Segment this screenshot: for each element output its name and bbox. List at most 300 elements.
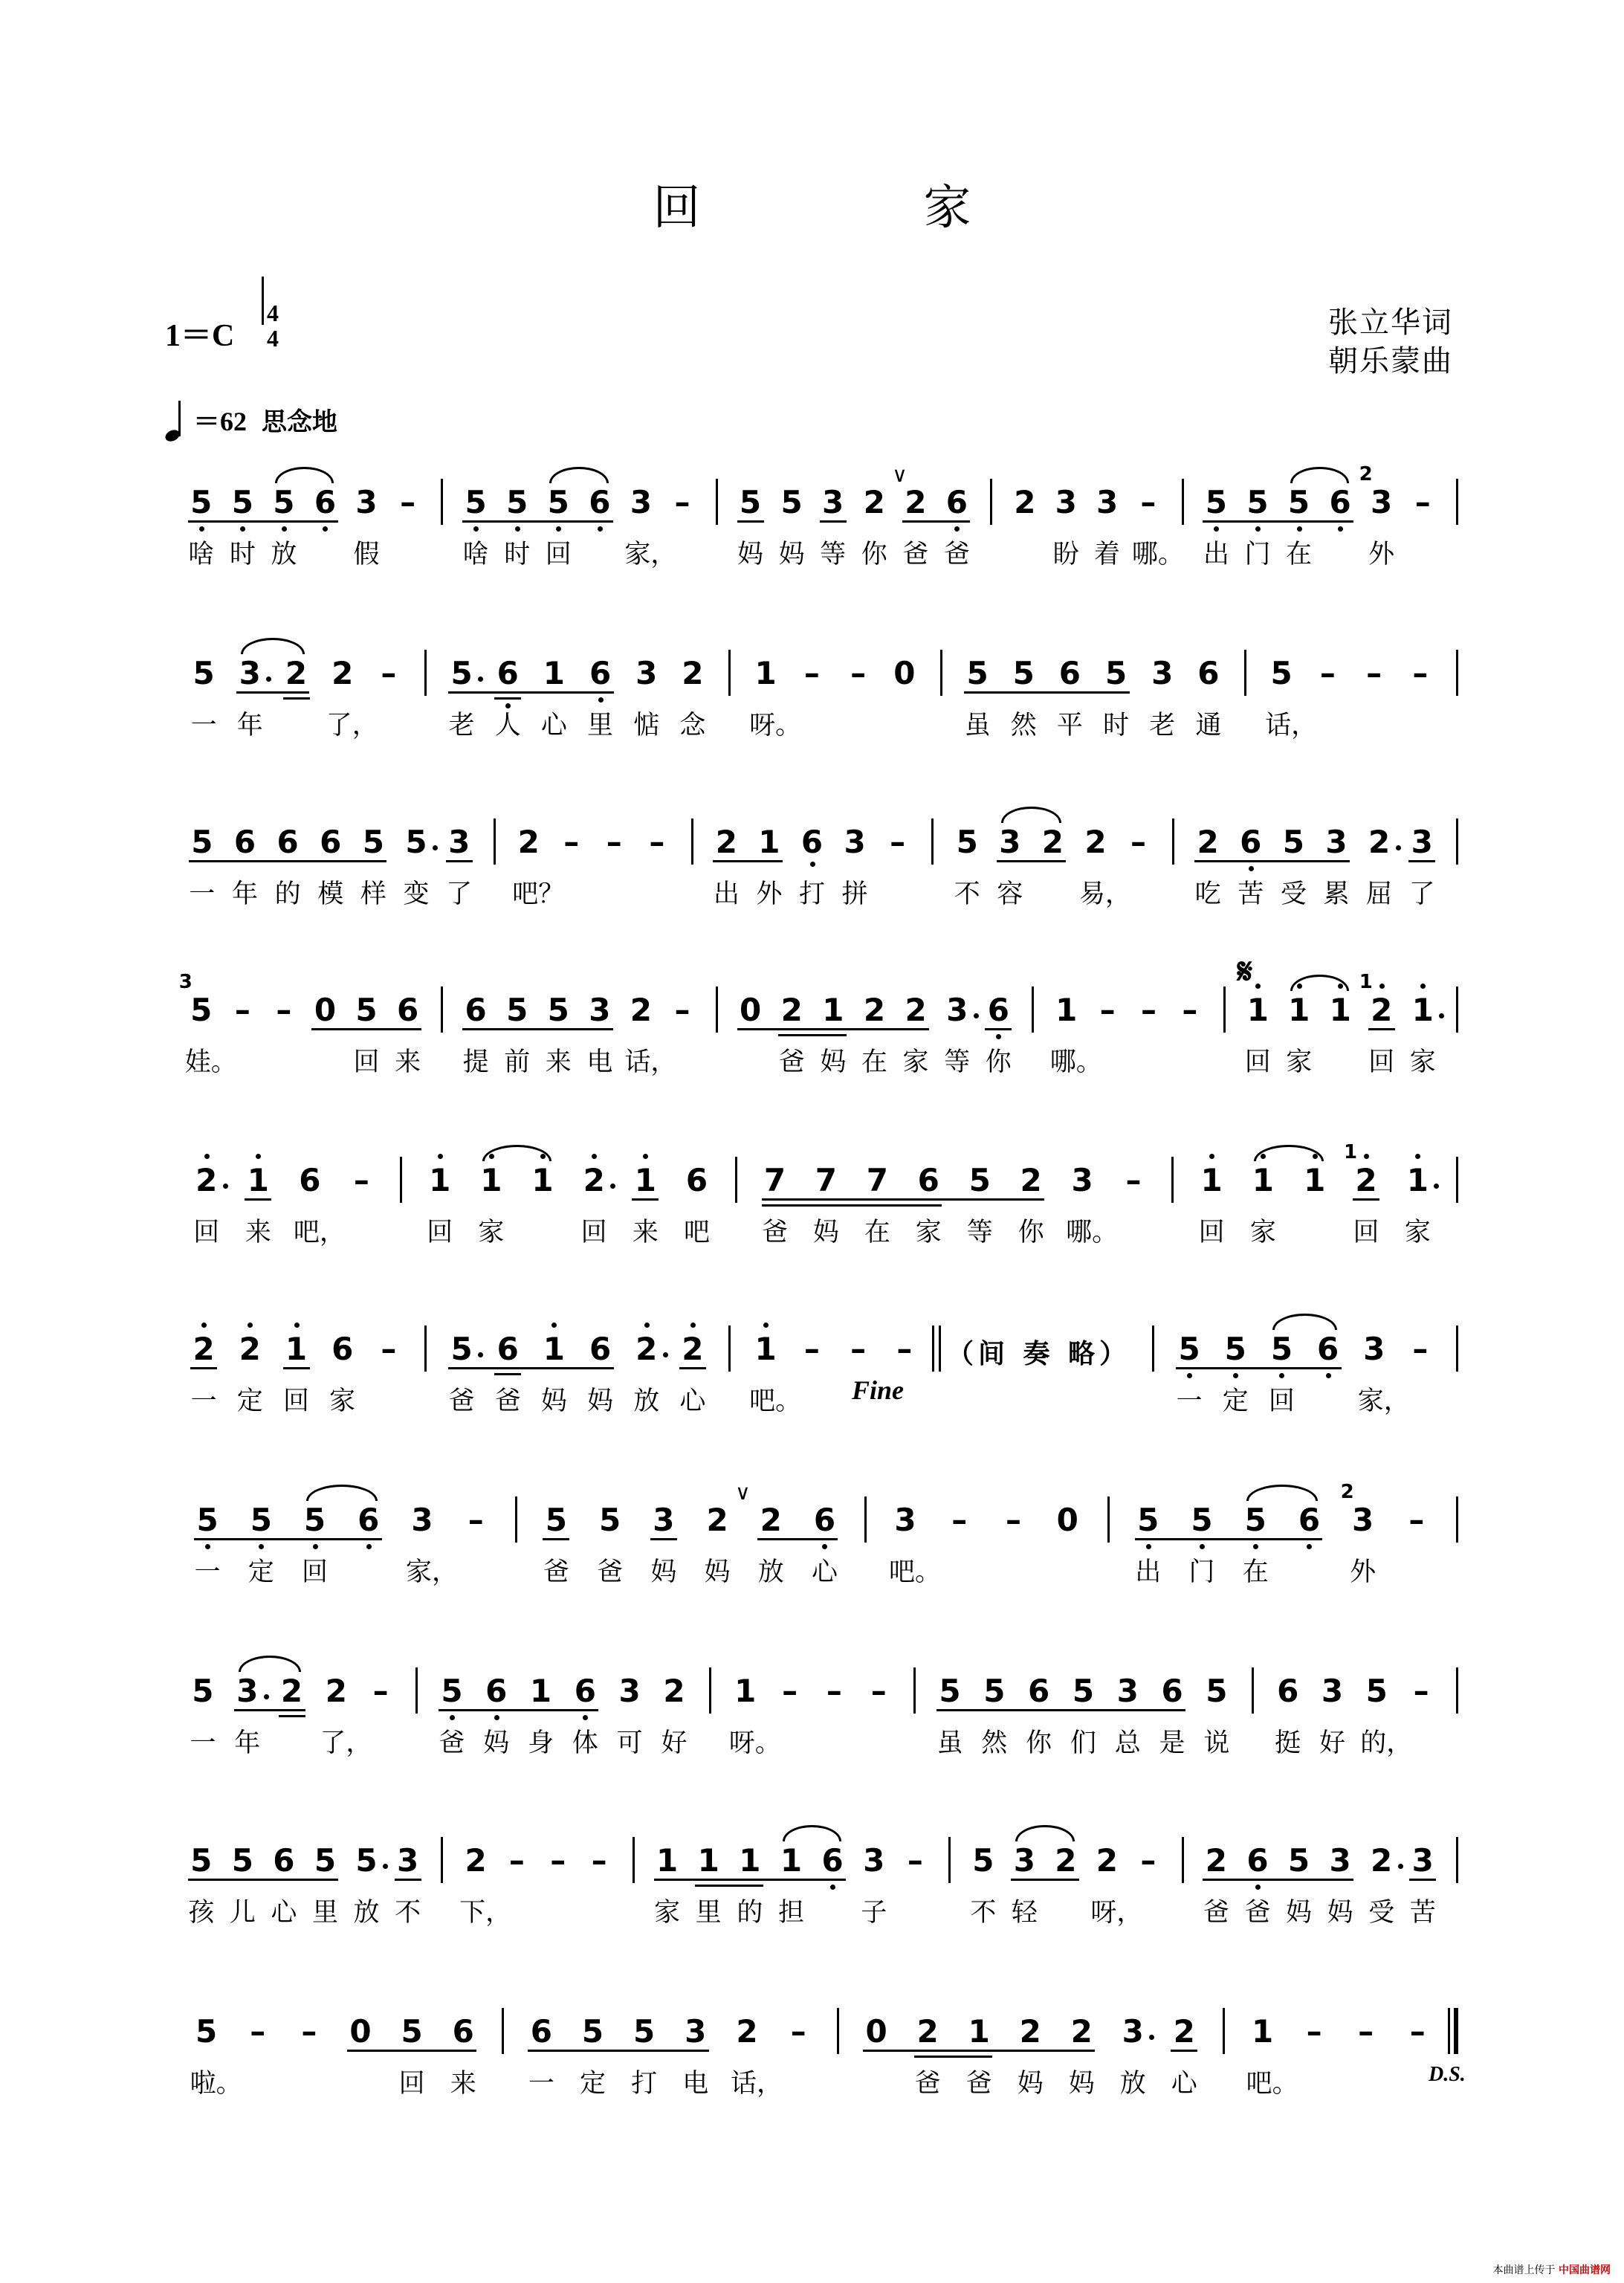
underline [1353,1198,1379,1201]
note: 6 [358,1502,380,1538]
note: 0 [314,992,337,1028]
lyric: 妈 [737,540,764,569]
dash: – [649,824,665,860]
note: 7 [866,1162,888,1198]
barline [837,2008,839,2054]
barline [1032,986,1034,1033]
dash: – [890,824,906,860]
underline [245,1198,271,1201]
tie-slur [1001,807,1062,823]
lyric: 定 [236,1386,263,1416]
barline [424,1325,427,1372]
dash: – [353,1162,369,1198]
note: 5 [405,824,427,860]
barline [1456,479,1458,525]
grace-note: 2 [1359,463,1373,485]
note: 0 [1056,1502,1078,1538]
note: 2 [280,1673,303,1709]
underline [936,1709,1185,1711]
lyric: 回 [302,1557,329,1587]
barline [424,650,427,696]
breath-mark: ∨ [892,462,908,487]
note: 3 [1371,484,1393,520]
note: 5 [956,824,978,860]
dash: – [1140,1842,1156,1879]
note: 5 [190,992,213,1028]
note: 2 [916,2013,939,2050]
note: 1 [968,2013,990,2050]
note: 3 [653,1502,675,1538]
underline [1194,860,1350,862]
lyric: 一 [190,1386,217,1416]
note: 6 [1058,655,1081,691]
underline [528,2050,708,2052]
note: 6 [945,484,968,520]
dash: – [468,1502,484,1538]
note: 2 [1371,992,1393,1028]
low-octave-dot [282,526,287,532]
underline [650,1538,677,1540]
underline [1409,1879,1436,1881]
score-system [0,1331,1624,1461]
note: 5 [547,992,569,1028]
note: 3 [1071,1162,1093,1198]
lyric: 回 [427,1218,453,1247]
lyric: 回 [545,540,572,569]
high-octave-dot [592,1154,597,1159]
augmentation-dot [478,1352,483,1357]
high-octave-dot [294,1323,300,1328]
lyric: 家 [1249,1218,1276,1247]
underline [462,520,613,523]
note: 2 [193,1331,215,1367]
lyric: 啥 [188,540,215,569]
dash: – [1319,655,1336,691]
note: 1 [822,992,844,1028]
lyric: 家， [1357,1386,1410,1416]
note: 2 [1355,1162,1377,1198]
high-octave-dot [1255,984,1261,989]
note: 5 [191,824,213,860]
underline [737,520,764,523]
dash: – [1182,992,1198,1028]
note: 6 [331,1331,354,1367]
low-octave-dot [1233,1373,1238,1378]
lyric: 回 [1198,1218,1225,1247]
note: 5 [190,1842,213,1879]
underline [236,691,309,694]
underline [902,520,971,523]
underline [494,697,521,700]
tie-slur [482,1145,551,1161]
underline [997,860,1067,862]
underline [279,1715,305,1717]
note: 5 [401,2013,423,2050]
lyric: 回 [193,1218,220,1247]
note: 6 [485,1673,508,1709]
lyric: 容 [997,879,1023,909]
lyric: 回 [282,1386,309,1416]
barline [864,1496,867,1543]
lyric: 家 [654,1898,681,1928]
lyric: 一 [190,711,217,740]
low-octave-dot [313,1544,318,1549]
lyric: 家 [902,1047,929,1077]
dash: – [907,1842,923,1879]
dash: – [1413,1673,1429,1709]
dash: – [1006,1502,1022,1538]
lyric: 外 [756,879,783,909]
augmentation-dot [663,1352,668,1357]
lyric: 担 [778,1898,805,1928]
underline [985,1028,1012,1030]
note: 5 [1246,484,1269,520]
lyric: 体 [572,1728,598,1758]
barline [441,1837,443,1883]
lyric: 可 [616,1728,643,1758]
lyric: 等 [820,540,847,569]
dash: – [1099,992,1116,1028]
grace-note: 1 [1359,971,1373,993]
note: 2 [706,1502,728,1538]
barline [1252,1667,1254,1714]
lyric: 吧？ [512,879,565,909]
note: 1 [543,1331,565,1367]
note: 2 [1055,1842,1077,1879]
dash: – [850,655,867,691]
lyric: 家， [624,540,677,569]
note: 5 [273,484,295,520]
lyric: 样 [360,879,386,909]
lyric: 回 [1368,1047,1395,1077]
underline [395,1879,421,1881]
underline [1011,1879,1078,1881]
lyric: 你 [1026,1728,1052,1758]
note: 3 [1411,1842,1434,1879]
note: 2 [635,1331,658,1367]
note: 1 [1251,2013,1274,2050]
expression-text: 思念地 [262,407,338,437]
dash: – [563,824,580,860]
underline [713,860,783,862]
dash: – [803,655,820,691]
note: 1 [529,1673,552,1709]
lyric: 的 [737,1898,763,1928]
note: 6 [320,824,342,860]
note: 6 [465,992,487,1028]
note: 3 [946,992,968,1028]
barline [1456,986,1458,1033]
lyric: 妈 [1286,1898,1313,1928]
note: 3 [1096,484,1119,520]
time-signature-top: 4 [267,300,279,326]
note: 6 [1161,1673,1183,1709]
high-octave-dot [438,1154,443,1159]
lyric: 来 [545,1047,572,1077]
low-octave-dot [598,526,603,532]
note: 5 [1104,655,1128,691]
note: 1 [1304,1162,1326,1198]
lyric: 回 [580,1218,607,1247]
lyric: 屈 [1366,879,1393,909]
note: 2 [663,1673,685,1709]
note: 5 [192,1673,214,1709]
note: 6 [1277,1673,1299,1709]
note: 5 [1137,1502,1159,1538]
underline [194,1538,382,1540]
note: 5 [450,1331,473,1367]
note: 5 [1287,484,1310,520]
augmentation-dot [266,676,271,682]
tie-slur [241,638,305,654]
low-octave-dot [205,1544,210,1549]
note: 1 [1200,1162,1223,1198]
tie-slur [306,1485,378,1501]
dash: – [1409,2013,1426,2050]
composer: 朝乐蒙曲 [1328,344,1453,378]
note: 6 [917,1162,939,1198]
note: 0 [865,2013,887,2050]
dash: – [1130,824,1146,860]
lyric: 老 [1149,711,1176,740]
note: 5 [966,655,989,691]
lyric: 爸 [902,540,929,569]
dash: – [674,992,690,1028]
lyric: 里 [311,1898,338,1928]
lyric: 下， [459,1898,512,1928]
high-octave-dot [201,1323,207,1328]
underline [820,520,847,523]
note: 2 [1173,2013,1195,2050]
barline [1456,1157,1458,1203]
barline [1456,650,1458,696]
barline [931,818,934,865]
note: 5 [450,655,473,691]
barline [948,1837,951,1883]
lyric: 家 [1409,1047,1436,1077]
barline [735,1157,737,1203]
lyric: 爸 [914,2069,941,2099]
augmentation-dot [1439,1013,1444,1018]
lyric: 通 [1195,711,1222,740]
tie-slur [1254,1145,1323,1161]
lyric: 电 [586,1047,613,1077]
lyric: 前 [504,1047,531,1077]
lyric: 惦 [633,711,660,740]
underline [188,1879,339,1881]
tie-slur [783,1825,842,1841]
note: 5 [362,824,385,860]
note: 3 [1352,1502,1374,1538]
augmentation-dot [433,845,438,850]
note: 6 [273,1842,295,1879]
note: 6 [1298,1502,1321,1538]
final-barline [1448,2008,1458,2054]
lyric: 平 [1056,711,1083,740]
score-system [0,1480,1624,1632]
dash: – [276,992,292,1028]
lyric: 妈 [778,540,805,569]
note: 3 [1325,824,1348,860]
note: 5 [599,1502,621,1538]
note: 5 [968,1162,991,1198]
lyric: 等 [966,1218,993,1247]
lyric: 子 [861,1898,887,1928]
low-octave-dot [1200,1544,1205,1549]
low-octave-dot [240,526,245,532]
lyric: 话， [730,2069,783,2099]
lyric: 爸 [761,1218,788,1247]
dash: – [1414,484,1431,520]
dash: – [1412,1331,1429,1367]
augmentation-dot [1396,845,1401,850]
lyric: 呀。 [728,1728,781,1758]
low-octave-dot [515,526,520,532]
ds-marking: D.S. [1429,2063,1466,2086]
note: 2 [465,1842,487,1879]
dash: – [782,1673,798,1709]
note: 2 [682,655,704,691]
note: 3 [1329,1842,1351,1879]
low-octave-dot [1279,1373,1284,1378]
barline [441,479,443,525]
note: 6 [987,992,1009,1028]
footer-credit [1493,2262,1611,2277]
lyric: 妈 [540,1386,567,1416]
lyric: 外 [1350,1557,1376,1587]
note: 2 [1084,824,1107,860]
lyric: 受 [1368,1898,1395,1928]
note: 5 [195,2013,218,2050]
note: 1 [1411,992,1434,1028]
lyric: 好 [661,1728,688,1758]
augmentation-dot [383,1864,388,1869]
underline [737,1028,929,1030]
high-octave-dot [644,1323,650,1328]
lyric: 年 [234,1728,261,1758]
lyric: 盼 [1052,540,1079,569]
high-octave-dot [1364,1154,1369,1159]
grace-note: 1 [1344,1141,1358,1163]
note: 2 [1205,1842,1227,1879]
lyric: 一 [528,2069,554,2099]
dash: – [1408,1502,1425,1538]
note: 2 [863,484,885,520]
underline [654,1879,846,1881]
low-octave-dot [583,1715,588,1720]
lyric: 呀， [1090,1898,1143,1928]
underline [757,1538,838,1540]
note: 3 [1363,1331,1385,1367]
lyric: 来 [245,1218,271,1247]
score-system [0,951,1624,1122]
augmentation-dot [1398,1864,1403,1869]
dash: – [250,2013,266,2050]
low-octave-dot [1249,866,1254,871]
note: 3 [822,484,844,520]
lyric: 话， [1265,711,1318,740]
tempo-marking [165,398,337,441]
lyric: 在 [864,1218,890,1247]
underline [1368,1028,1395,1030]
note: 5 [193,655,215,691]
barline [415,1667,418,1714]
note: 5 [465,484,487,520]
lyric: 爸 [965,2069,992,2099]
underline [632,1198,659,1201]
fine-marking: Fine [852,1375,905,1405]
lyric: 时 [1103,711,1130,740]
note: 5 [506,992,528,1028]
low-octave-dot [556,526,561,532]
note: 6 [800,824,824,860]
note: 5 [1365,1673,1388,1709]
low-octave-dot [1297,526,1302,532]
lyric: 心 [271,1898,297,1928]
low-octave-dot [822,1544,827,1549]
lyric: 吃 [1194,879,1221,909]
lyric: 妈 [1327,1898,1353,1928]
note: 5 [780,484,803,520]
note: 1 [754,1331,777,1367]
note: 5 [633,2013,656,2050]
note: 5 [1206,1673,1228,1709]
dash: – [508,1842,525,1879]
tie-slur [1290,975,1349,991]
underline [283,1367,310,1369]
lyric: 放 [633,1386,660,1416]
low-octave-dot [473,526,479,532]
lyric: 哪。 [1049,1047,1102,1077]
lyric: 了， [326,711,378,740]
barline [691,818,693,865]
underline [446,860,473,862]
lyric: 心 [1171,2069,1197,2099]
dash: – [400,484,416,520]
low-octave-dot [366,1544,372,1549]
low-octave-dot [1146,1544,1151,1549]
note: 6 [1246,1842,1269,1879]
note: 6 [452,2013,474,2050]
note: 1 [656,1842,679,1879]
note: 2 [331,655,354,691]
underline [1203,520,1353,523]
tie-slur [549,467,609,483]
lyric: 定 [1222,1386,1249,1416]
lyric: 儿 [229,1898,256,1928]
lyric: 定 [580,2069,606,2099]
lyric: 的 [274,879,301,909]
lyric: 打 [798,879,825,909]
lyric: 啦。 [190,2069,242,2099]
note: 3 [1116,1673,1139,1709]
note: 2 [863,992,886,1028]
lyric: 家 [329,1386,356,1416]
note: 5 [581,2013,604,2050]
lyric: 是 [1159,1728,1185,1758]
lyric: 时 [229,540,256,569]
note: 1 [531,1162,554,1198]
lyric: 拼 [841,879,868,909]
note: 2 [1070,2013,1093,2050]
lyric: 总 [1114,1728,1141,1758]
note: 1 [780,1842,803,1879]
note: 3 [894,1502,916,1538]
barline [1244,650,1246,696]
augmentation-dot [974,1013,979,1018]
note: 6 [1329,484,1351,520]
lyric: 定 [248,1557,274,1587]
